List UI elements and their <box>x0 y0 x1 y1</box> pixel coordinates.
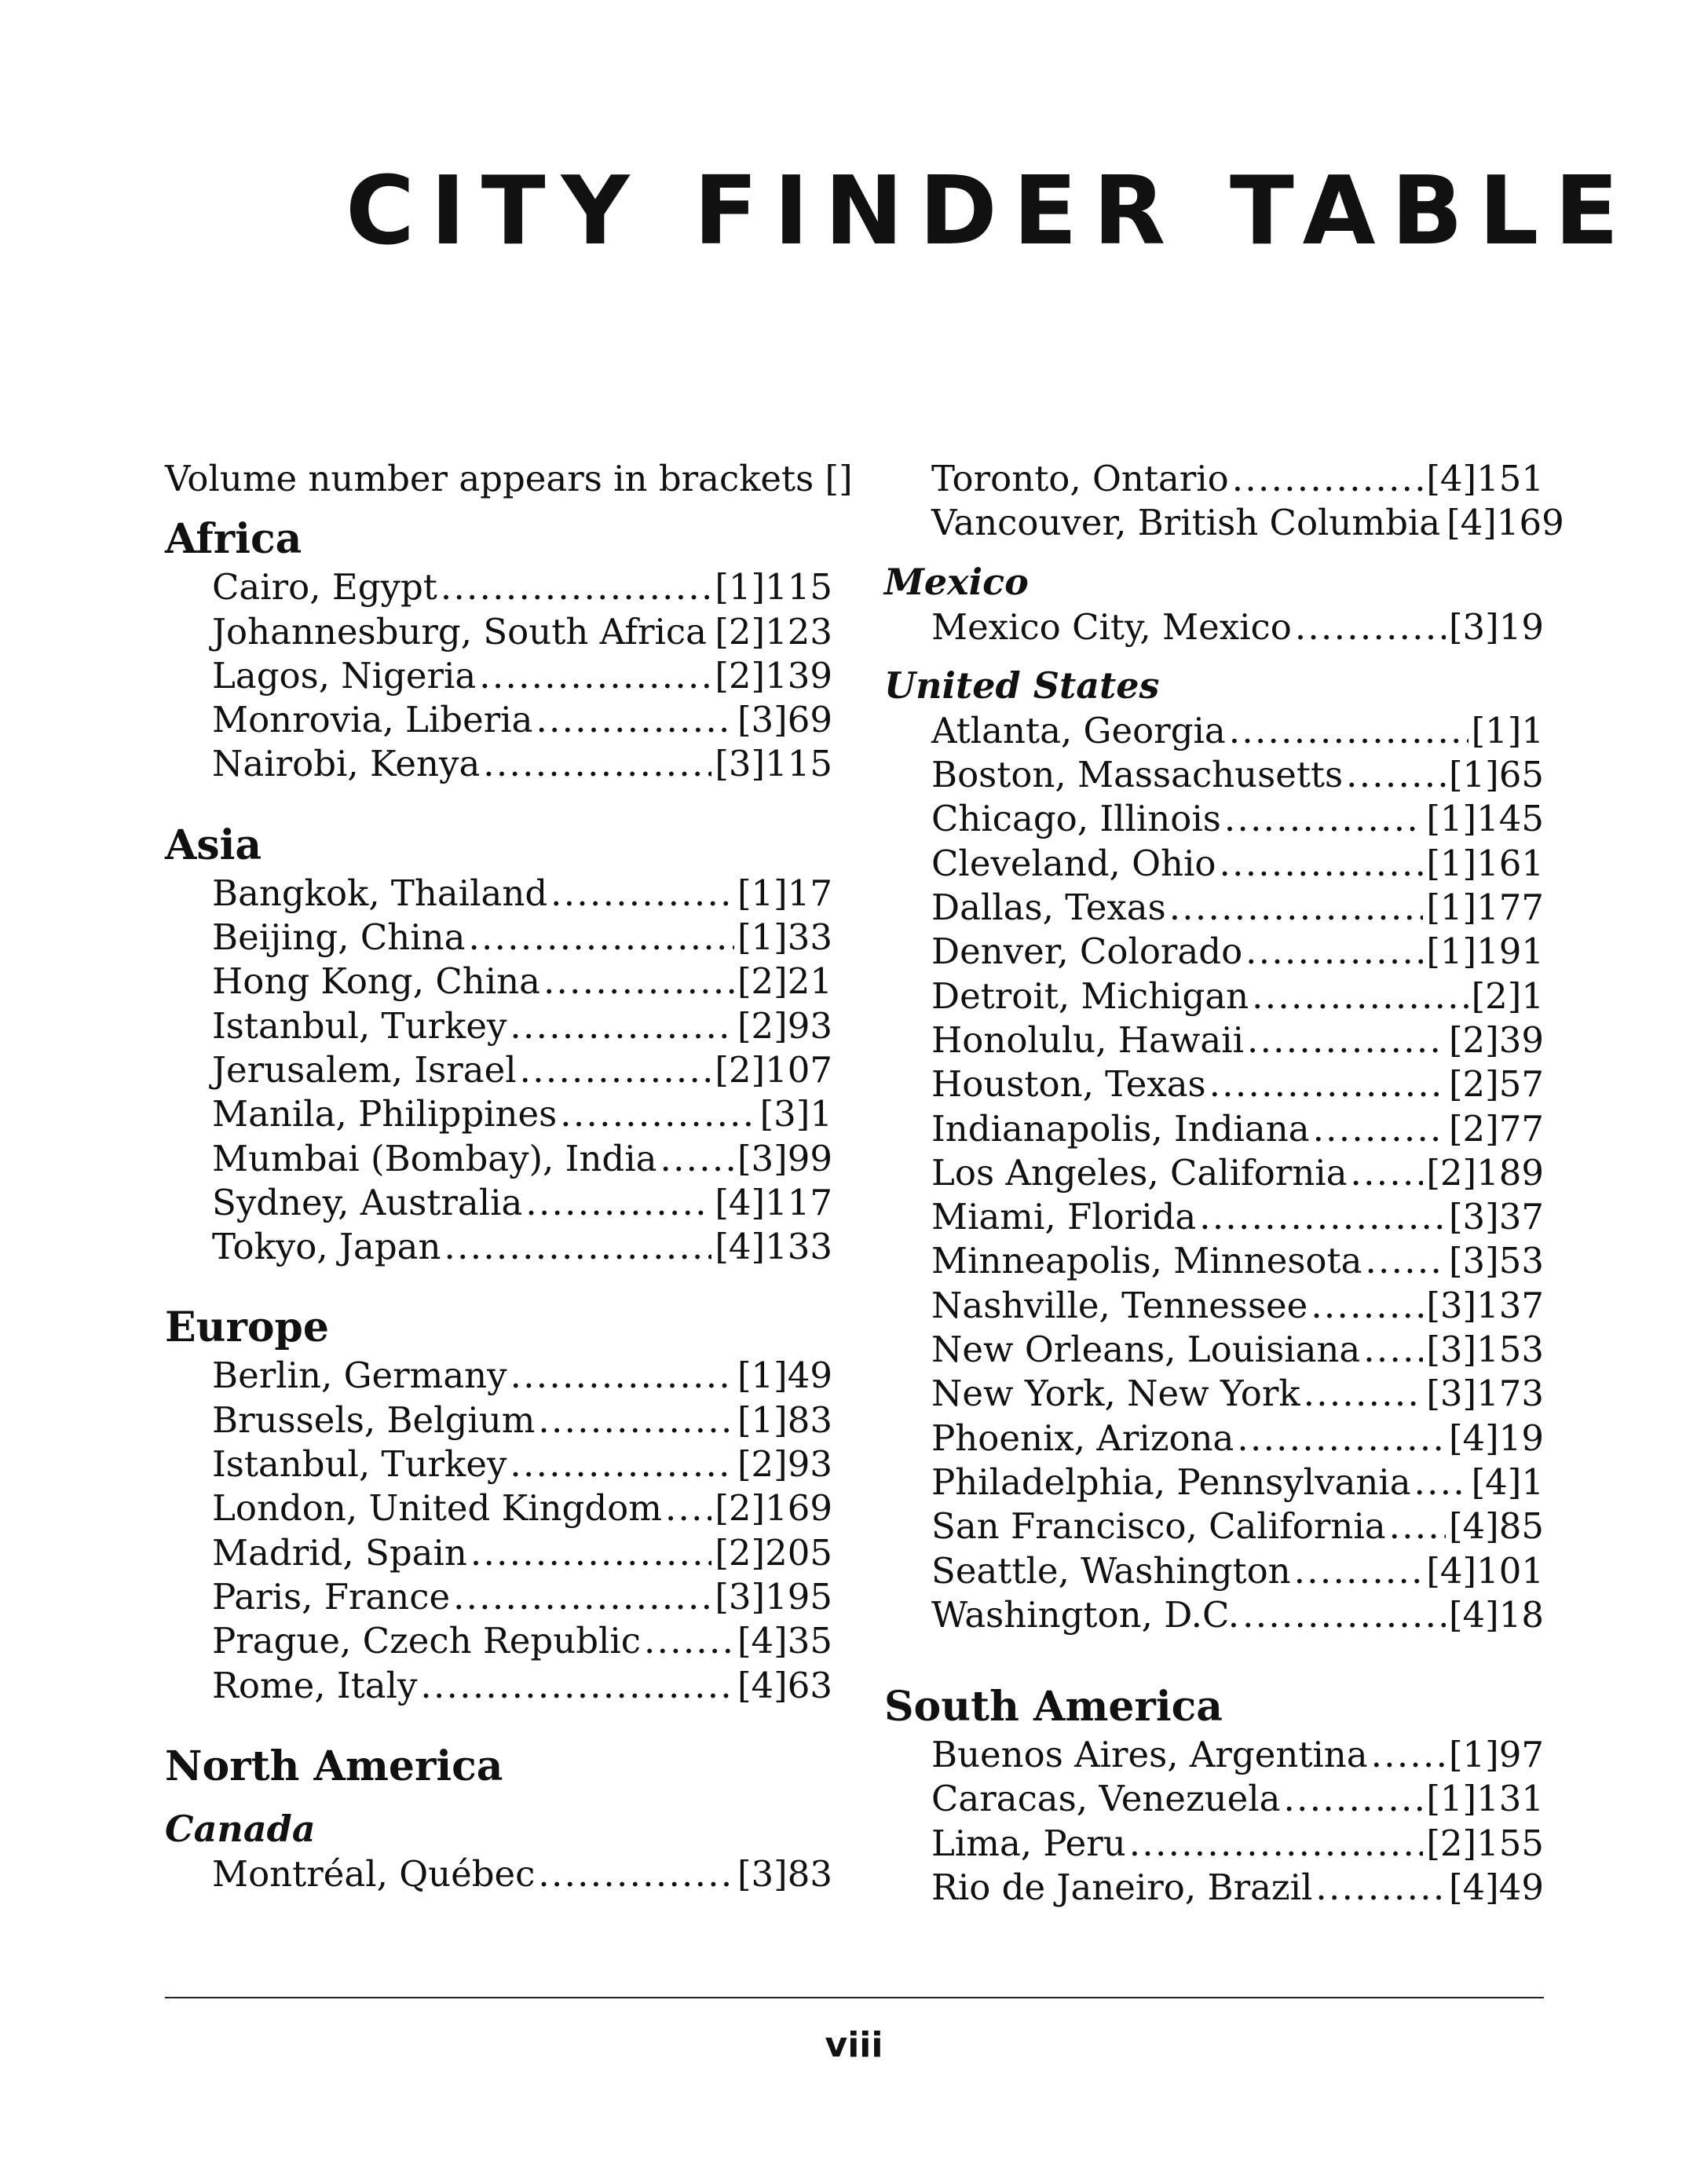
page-ref: [1]145 <box>1426 798 1544 840</box>
city-name: Detroit, Michigan <box>931 974 1249 1017</box>
city-entry <box>165 1354 832 1398</box>
subregion-heading-canada: Canada <box>165 1807 316 1850</box>
dot-leader <box>538 1852 734 1896</box>
page-ref: [1]17 <box>737 872 832 914</box>
page-ref: [1]1 <box>1471 709 1544 751</box>
city-name: Johannesburg, South Africa <box>212 610 707 653</box>
city-entry <box>165 1181 832 1225</box>
city-name: Vancouver, British Columbia <box>931 502 1441 544</box>
dot-leader <box>1346 753 1446 797</box>
region-heading-africa: Africa <box>165 515 302 564</box>
dot-leader <box>1284 1777 1424 1821</box>
city-entry <box>165 1619 832 1663</box>
city-entry <box>165 1398 832 1442</box>
page-ref: [2]123 <box>715 610 832 653</box>
city-name: Toronto, Ontario <box>931 458 1229 499</box>
dot-leader <box>420 1664 734 1708</box>
region-heading-europe: Europe <box>165 1303 329 1352</box>
city-entry <box>165 960 832 1004</box>
dot-leader <box>560 1092 756 1136</box>
city-entry <box>884 842 1544 886</box>
page-ref: [2]189 <box>1426 1151 1544 1194</box>
page-ref: [4]169 <box>1446 502 1564 544</box>
dot-leader <box>1252 974 1468 1018</box>
page-title: CITY FINDER TABLE <box>346 157 1635 266</box>
dot-leader <box>550 872 734 916</box>
city-entry <box>165 1852 832 1896</box>
page-ref: [4]63 <box>737 1664 832 1706</box>
city-entry <box>165 1531 832 1575</box>
dot-leader <box>525 1181 711 1225</box>
page-ref: [4]18 <box>1448 1593 1544 1636</box>
page-ref: [3]99 <box>737 1137 832 1179</box>
city-name: Monrovia, Liberia <box>212 699 533 741</box>
page-ref: [2]93 <box>737 1004 832 1047</box>
dot-leader <box>1169 886 1424 930</box>
dot-leader <box>1363 1328 1423 1372</box>
city-name: Honolulu, Hawaii <box>931 1018 1244 1061</box>
city-name: Cairo, Egypt <box>212 566 437 609</box>
page-ref: [4]151 <box>1426 458 1544 499</box>
city-name: Berlin, Germany <box>212 1355 507 1397</box>
page-ref: [3]115 <box>715 743 832 785</box>
page-ref: [1]177 <box>1426 887 1544 929</box>
city-name: Minneapolis, Minnesota <box>931 1240 1362 1282</box>
page-ref: [3]53 <box>1448 1240 1544 1282</box>
dot-leader <box>1295 605 1446 649</box>
city-name: Dallas, Texas <box>931 887 1166 929</box>
region-heading-north-america: North America <box>165 1742 503 1790</box>
dot-leader <box>1245 930 1423 974</box>
page-ref: [4]1 <box>1471 1461 1544 1503</box>
city-name: London, United Kingdom <box>212 1487 662 1530</box>
dot-leader <box>1304 1372 1424 1416</box>
page-ref: [4]117 <box>715 1181 832 1223</box>
city-entry <box>165 916 832 960</box>
dot-leader <box>1219 842 1423 886</box>
page-ref: [4]35 <box>737 1620 832 1662</box>
city-entry <box>884 1866 1544 1910</box>
city-name: Istanbul, Turkey <box>212 1004 507 1047</box>
page-ref: [1]33 <box>737 916 832 959</box>
city-entry <box>884 930 1544 974</box>
city-entry <box>884 1018 1544 1062</box>
city-entry <box>165 1137 832 1181</box>
page-ref: [2]77 <box>1448 1107 1544 1150</box>
dot-leader <box>1129 1822 1424 1866</box>
page-ref: [1]97 <box>1448 1734 1544 1776</box>
page-ref: [2]1 <box>1471 974 1544 1017</box>
city-name: Lima, Peru <box>931 1822 1126 1864</box>
page-ref: [2]155 <box>1426 1822 1544 1864</box>
volume-note: Volume number appears in brackets [] <box>165 458 853 499</box>
dot-leader <box>1199 1195 1446 1239</box>
city-entry <box>884 1062 1544 1106</box>
page-ref: [2]93 <box>737 1443 832 1486</box>
page-ref: [3]69 <box>737 699 832 741</box>
dot-leader <box>479 654 711 698</box>
page-ref: [1]65 <box>1448 754 1544 796</box>
city-entry <box>165 1225 832 1269</box>
city-entry <box>884 1107 1544 1151</box>
dot-leader <box>1371 1733 1446 1777</box>
city-entry <box>884 1549 1544 1593</box>
page-ref: [2]139 <box>715 654 832 696</box>
page-ref: [1]83 <box>737 1398 832 1441</box>
dot-leader <box>538 1398 734 1442</box>
entry-list-europe <box>165 1354 832 1707</box>
city-name: Houston, Texas <box>931 1063 1206 1106</box>
dot-leader <box>470 1531 711 1575</box>
entry-list-canada <box>165 1852 832 1896</box>
city-name: Atlanta, Georgia <box>931 709 1226 751</box>
left-column <box>165 457 853 1896</box>
entry-list-mexico <box>884 605 1544 649</box>
city-entry <box>884 1504 1544 1548</box>
city-entry <box>884 1151 1544 1195</box>
city-entry <box>165 610 832 654</box>
dot-leader <box>1389 1504 1446 1548</box>
page-ref: [3]37 <box>1448 1196 1544 1238</box>
city-name: Los Angeles, California <box>931 1151 1348 1194</box>
dot-leader <box>453 1575 711 1619</box>
page-ref: [4]19 <box>1448 1417 1544 1459</box>
city-name: Buenos Aires, Argentina <box>931 1734 1368 1776</box>
city-entry <box>884 1239 1544 1283</box>
page-ref: [3]153 <box>1426 1329 1544 1371</box>
subregion-heading-mexico: Mexico <box>884 560 1029 603</box>
city-name: Jerusalem, Israel <box>212 1048 517 1091</box>
city-entry <box>884 1822 1544 1866</box>
city-name: Manila, Philippines <box>212 1093 558 1135</box>
dot-leader <box>441 565 712 609</box>
subregion-heading-united-states: United States <box>884 664 1160 707</box>
city-entry <box>165 1048 832 1092</box>
dot-leader <box>1351 1151 1424 1195</box>
city-entry <box>884 797 1544 841</box>
city-entry <box>884 753 1544 797</box>
city-name: Hong Kong, China <box>212 960 540 1003</box>
footer-rule <box>165 1997 1544 1998</box>
dot-leader <box>1414 1461 1468 1504</box>
dot-leader <box>1229 709 1468 753</box>
dot-leader <box>510 1004 734 1048</box>
entry-list-asia <box>165 872 832 1270</box>
page-ref: [1]49 <box>737 1355 832 1397</box>
city-entry <box>165 1004 832 1048</box>
city-entry <box>884 1417 1544 1461</box>
entry-list-south-america <box>884 1733 1544 1910</box>
city-name: Beijing, China <box>212 916 466 959</box>
dot-leader <box>543 960 734 1004</box>
city-entry <box>884 1593 1544 1637</box>
city-name: Cleveland, Ohio <box>931 842 1216 884</box>
entry-list-africa <box>165 565 832 786</box>
page-number: viii <box>825 2025 883 2065</box>
right-column <box>884 457 1564 1910</box>
page-ref: [2]205 <box>715 1531 832 1574</box>
city-name: Mumbai (Bombay), India <box>212 1137 657 1179</box>
city-name: Phoenix, Arizona <box>931 1417 1234 1459</box>
city-entry <box>884 1328 1544 1372</box>
dot-leader <box>710 610 711 654</box>
city-entry <box>165 654 832 698</box>
city-name: Madrid, Spain <box>212 1531 467 1574</box>
city-name: Seattle, Washington <box>931 1549 1291 1592</box>
page-ref: [2]21 <box>737 960 832 1003</box>
dot-leader <box>444 1225 712 1269</box>
city-name: Chicago, Illinois <box>931 798 1221 840</box>
page-ref: [2]107 <box>715 1048 832 1091</box>
city-entry <box>165 742 832 786</box>
city-entry <box>165 1092 832 1136</box>
page-ref: [3]195 <box>715 1575 832 1618</box>
page-ref: [4]133 <box>715 1226 832 1268</box>
city-entry <box>884 1733 1544 1777</box>
dot-leader <box>1247 1018 1446 1062</box>
city-entry <box>165 565 832 609</box>
city-name: Philadelphia, Pennsylvania <box>931 1461 1411 1503</box>
city-entry <box>884 974 1544 1018</box>
dot-leader <box>468 916 734 960</box>
dot-leader <box>1242 1593 1446 1637</box>
city-name: Sydney, Australia <box>212 1181 523 1223</box>
city-name: Montréal, Québec <box>212 1852 536 1895</box>
city-name: New York, New York <box>931 1373 1300 1415</box>
dot-leader <box>536 698 734 742</box>
dot-leader <box>665 1486 711 1530</box>
city-name: Miami, Florida <box>931 1196 1197 1238</box>
entry-list-united-states <box>884 709 1544 1637</box>
dot-leader <box>520 1048 712 1092</box>
city-name: Brussels, Belgium <box>212 1398 536 1441</box>
dot-leader <box>1313 1107 1446 1151</box>
city-name: Boston, Massachusetts <box>931 754 1344 796</box>
dot-leader <box>1365 1239 1446 1283</box>
city-entry <box>165 1486 832 1530</box>
dot-leader <box>1237 1417 1446 1461</box>
dot-leader <box>1224 797 1424 841</box>
page-ref: [4]49 <box>1448 1866 1544 1909</box>
page-ref: [1]161 <box>1426 842 1544 884</box>
region-heading-asia: Asia <box>165 821 262 869</box>
dot-leader <box>644 1619 734 1663</box>
page-ref: [3]173 <box>1426 1373 1544 1415</box>
city-name: Tokyo, Japan <box>212 1226 441 1268</box>
city-entry <box>884 1372 1544 1416</box>
dot-leader <box>1209 1062 1446 1106</box>
page-ref: [1]191 <box>1426 930 1544 973</box>
city-name: Istanbul, Turkey <box>212 1443 507 1486</box>
dot-leader <box>660 1137 734 1181</box>
city-name: Bangkok, Thailand <box>212 872 548 914</box>
page-ref: [3]19 <box>1448 605 1544 648</box>
city-name: Lagos, Nigeria <box>212 654 477 696</box>
city-entry <box>165 872 832 916</box>
city-entry <box>884 709 1544 753</box>
city-entry <box>165 1664 832 1708</box>
city-entry <box>884 1195 1544 1239</box>
city-name: Paris, France <box>212 1575 451 1618</box>
city-name: Indianapolis, Indiana <box>931 1107 1310 1150</box>
page-ref: [2]39 <box>1448 1018 1544 1061</box>
city-entry <box>165 1575 832 1619</box>
page-ref: [3]1 <box>759 1093 832 1135</box>
city-entry <box>884 1461 1544 1504</box>
city-name: Mexico City, Mexico <box>931 605 1292 648</box>
city-entry <box>165 1442 832 1486</box>
dot-leader <box>1294 1549 1424 1593</box>
dot-leader <box>510 1442 734 1486</box>
dot-leader <box>1311 1284 1423 1328</box>
city-name: Prague, Czech Republic <box>212 1620 641 1662</box>
entry-list-canada-continued <box>884 457 1564 546</box>
page-ref: [1]131 <box>1426 1778 1544 1820</box>
city-name: Nashville, Tennessee <box>931 1284 1308 1326</box>
region-heading-south-america: South America <box>884 1683 1223 1731</box>
city-entry <box>884 501 1564 545</box>
page-ref: [1]115 <box>715 566 832 609</box>
page-ref: [3]83 <box>737 1852 832 1895</box>
city-name: Rome, Italy <box>212 1664 418 1706</box>
city-entry <box>165 698 832 742</box>
city-name: Rio de Janeiro, Brazil <box>931 1866 1313 1909</box>
dot-leader <box>1315 1866 1446 1910</box>
page-ref: [4]85 <box>1448 1505 1544 1548</box>
page-ref: [2]169 <box>715 1487 832 1530</box>
city-entry <box>884 886 1544 930</box>
city-name: Nairobi, Kenya <box>212 743 481 785</box>
city-entry <box>884 605 1544 649</box>
city-entry <box>884 1284 1544 1328</box>
dot-leader <box>510 1354 734 1398</box>
page-ref: [2]57 <box>1448 1063 1544 1106</box>
city-name: Denver, Colorado <box>931 930 1243 973</box>
city-name: San Francisco, California <box>931 1505 1386 1548</box>
city-name: Caracas, Venezuela <box>931 1778 1281 1820</box>
city-entry <box>884 457 1544 501</box>
city-name: Washington, D.C. <box>931 1593 1240 1636</box>
page-ref: [4]101 <box>1426 1549 1544 1592</box>
dot-leader <box>483 742 711 786</box>
city-entry <box>884 1777 1544 1821</box>
page-ref: [3]137 <box>1426 1284 1544 1326</box>
city-name: New Orleans, Louisiana <box>931 1329 1361 1371</box>
dot-leader <box>1232 457 1424 501</box>
